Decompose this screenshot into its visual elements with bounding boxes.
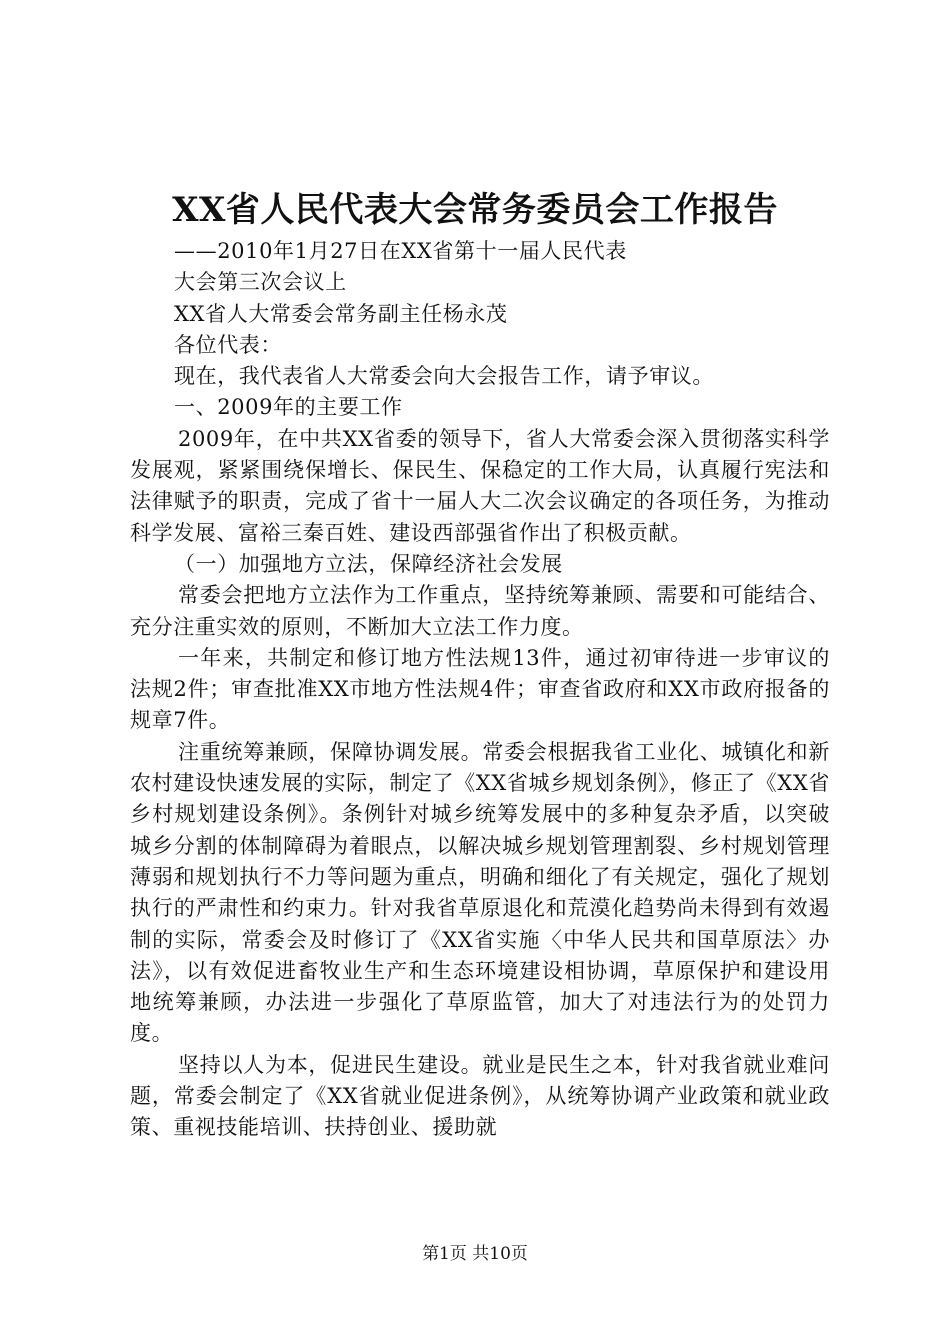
subsection-heading: （一）加强地方立法，保障经济社会发展 [174,551,563,576]
document-body [130,236,830,1144]
document-title: XX省人民代表大会常务委员会工作报告 [172,190,778,230]
subtitle-line-2: 大会第三次会议上 [174,270,347,295]
paragraph: 2009年，在中共XX省委的领导下，省人大常委会深入贯彻落实科学发展观，紧紧围绕保增长、保民生、保稳定的工作大局，认真履行宪法和法律赋予的职责，完成了省十一届人大二次会议确定的各项任务，为推动科学发展、富裕三秦百姓、建设西部强省作出了积极贡献。 [130,426,830,545]
paragraph: 常委会把地方立法作为工作重点，坚持统筹兼顾、需要和可能结合、充分注重实效的原则，不断加大立法工作力度。 [130,583,830,639]
intro-line: 现在，我代表省人大常委会向大会报告工作，请予审议。 [174,364,714,389]
paragraph: 一年来，共制定和修订地方性法规13件，通过初审待进一步审议的法规2件；审查批准XX市地方性法规4件；审查省政府和XX市政府报备的规章7件。 [130,645,830,733]
paragraph: 坚持以人为本，促进民生建设。就业是民生之本，针对我省就业难问题，常委会制定了《XX省就业促进条例》，从统筹协调产业政策和就业政策、重视技能培训、扶持创业、援助就 [130,1052,830,1140]
paragraph: 注重统筹兼顾，保障协调发展。常委会根据我省工业化、城镇化和新农村建设快速发展的实际，制定了《XX省城乡规划条例》，修正了《XX省乡村规划建设条例》。条例针对城乡统筹发展中的多种复杂矛盾，以突破城乡分割的体制障碍为着眼点，以解决城乡规划管理割裂、乡村规划管理薄弱和规划执行不力等问题为重点，明确和细化了有关规定，强化了规划执行的严肃性和约束力。针对我省草原退化和荒漠化趋势尚未得到有效遏制的实际，常委会及时修订了《XX省实施〈中华人民共和国草原法〉办法》，以有效促进畜牧业生产和生态环境建设相协调，草原保护和建设用地统筹兼顾，办法进一步强化了草原监管，加大了对违法行为的处罚力度。 [130,739,830,1046]
section-heading: 一、2009年的主要工作 [174,395,403,420]
greeting-line: 各位代表： [174,332,282,357]
subtitle-line-1: ——2010年1月27日在XX省第十一届人民代表 [174,239,627,263]
speaker-line: XX省人大常委会常务副主任杨永茂 [174,301,508,326]
page-number-footer: 第1页 共10页 [422,1244,528,1264]
